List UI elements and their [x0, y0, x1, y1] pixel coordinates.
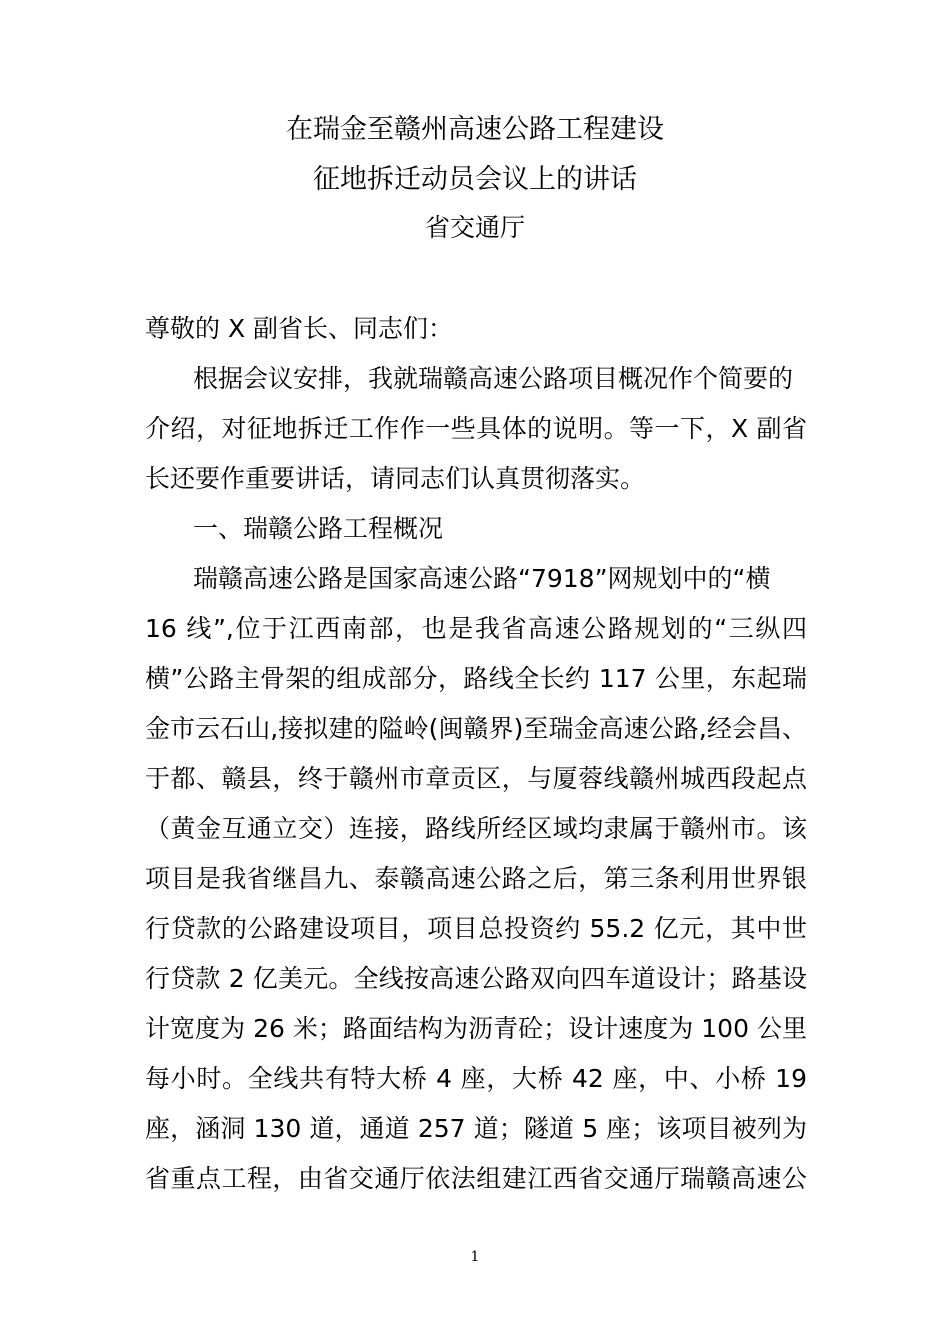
salutation: 尊敬的 X 副省长、同志们： [145, 314, 454, 343]
body-line: 省重点工程，由省交通厅依法组建江西省交通厅瑞赣高速公 [145, 1164, 807, 1193]
body-line: 瑞赣高速公路是国家高速公路“7918”网规划中的“横 [193, 564, 771, 593]
document-title-line-1: 在瑞金至赣州高速公路工程建设 [286, 114, 664, 145]
section-heading: 一、瑞赣公路工程概况 [193, 514, 444, 543]
body-line: 于都、赣县，终于赣州市章贡区，与厦蓉线赣州城西段起点 [145, 764, 807, 793]
issuing-organization: 省交通厅 [424, 213, 525, 242]
body-line: 横”公路主骨架的组成部分，路线全长约 117 公里，东起瑞 [145, 664, 807, 693]
body-line: 金市云石山,接拟建的隘岭(闽赣界)至瑞金高速公路,经会昌、 [145, 714, 807, 743]
body-line: 座，涵洞 130 道，通道 257 道；隧道 5 座；该项目被列为 [145, 1114, 807, 1143]
body-line: 项目是我省继昌九、泰赣高速公路之后，第三条利用世界银 [145, 864, 807, 893]
body-line: 长还要作重要讲话，请同志们认真贯彻落实。 [145, 464, 646, 493]
body-line: 介绍，对征地拆迁工作作一些具体的说明。等一下，X 副省 [145, 414, 807, 443]
body-line: 根据会议安排，我就瑞赣高速公路项目概况作个简要的 [193, 364, 794, 393]
page-number: 1 [470, 1249, 480, 1265]
body-line: （黄金互通立交）连接，路线所经区域均隶属于赣州市。该 [145, 814, 807, 843]
body-line: 行贷款的公路建设项目，项目总投资约 55.2 亿元，其中世 [145, 914, 807, 943]
body-line: 计宽度为 26 米；路面结构为沥青砼；设计速度为 100 公里 [145, 1014, 807, 1043]
body-line: 16 线”,位于江西南部，也是我省高速公路规划的“三纵四 [145, 614, 807, 643]
body-line: 每小时。全线共有特大桥 4 座，大桥 42 座，中、小桥 19 [145, 1064, 807, 1093]
body-line: 行贷款 2 亿美元。全线按高速公路双向四车道设计；路基设 [145, 964, 807, 993]
document-title-line-2: 征地拆迁动员会议上的讲话 [313, 164, 637, 195]
